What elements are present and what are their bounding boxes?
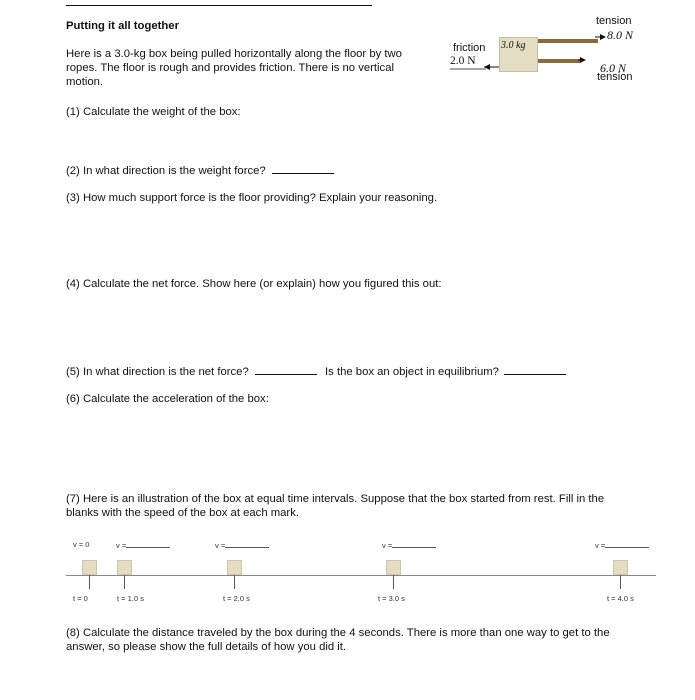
- question-8: (8) Calculate the distance traveled by the box during the 4 seconds. There is more than one way to get to the answer, so please show the full details of how you did it.: [66, 627, 610, 653]
- tension-top-label: tension: [596, 15, 632, 27]
- time-label-2: t = 2.0 s: [223, 594, 250, 603]
- tick-2: [234, 575, 235, 589]
- question-3: (3) How much support force is the floor providing? Explain your reasoning.: [66, 192, 438, 204]
- friction-label: friction: [453, 42, 486, 54]
- box-position-1: [117, 560, 132, 575]
- box-position-3: [386, 560, 401, 575]
- box-mass-label: 3.0 kg: [501, 40, 526, 51]
- timeline-illustration: [60, 535, 660, 610]
- header-name-line: [66, 0, 372, 6]
- tension-bottom-value: 6.0 N: [600, 61, 627, 75]
- question-5b-answer-blank[interactable]: [504, 364, 566, 375]
- time-label-1: t = 1.0 s: [117, 594, 144, 603]
- tick-3: [393, 575, 394, 589]
- rope-top: [536, 39, 598, 43]
- question-4: (4) Calculate the net force. Show here (or explain) how you figured this out:: [66, 278, 442, 290]
- question-5a-answer-blank[interactable]: [255, 364, 317, 375]
- box-position-4: [613, 560, 628, 575]
- question-2-row: [66, 163, 334, 178]
- intro-paragraph: Here is a 3.0-kg box being pulled horizontally along the floor by two ropes. The floor is rough and provides friction. There is no vertical motion.: [66, 48, 402, 88]
- tick-1: [124, 575, 125, 589]
- tick-0: [89, 575, 90, 589]
- question-7: (7) Here is an illustration of the box at equal time intervals. Suppose that the box started from rest. Fill in the blanks with the speed of the box at each mark.: [66, 493, 605, 519]
- tension-top-value: 8.0 N: [607, 28, 634, 42]
- question-6: (6) Calculate the acceleration of the box:: [66, 393, 269, 405]
- velocity-start: v = 0: [73, 540, 90, 549]
- friction-value: 2.0 N: [450, 55, 476, 67]
- tick-4: [620, 575, 621, 589]
- page-title: Putting it all together: [66, 20, 179, 32]
- question-1: (1) Calculate the weight of the box:: [66, 106, 241, 118]
- time-label-3: t = 3.0 s: [378, 594, 405, 603]
- velocity-blank-1[interactable]: [126, 540, 170, 548]
- floor-line: [66, 575, 656, 576]
- velocity-label-2: v =: [215, 540, 269, 550]
- time-label-0: t = 0: [73, 594, 88, 603]
- question-2: (2) In what direction is the weight force?: [66, 165, 266, 177]
- question-5b: Is the box an object in equilibrium?: [325, 366, 499, 378]
- tension-bottom-label: tension: [597, 71, 633, 83]
- time-label-4: t = 4.0 s: [607, 594, 634, 603]
- velocity-blank-2[interactable]: [225, 540, 269, 548]
- question-5a: (5) In what direction is the net force?: [66, 366, 249, 378]
- velocity-blank-4[interactable]: [605, 540, 649, 548]
- rope-bottom: [536, 59, 580, 63]
- tension-bottom-arrow-icon: [580, 57, 586, 63]
- box-position-2: [227, 560, 242, 575]
- force-diagram: [440, 12, 640, 87]
- question-5-row: [66, 364, 566, 379]
- velocity-blank-3[interactable]: [392, 540, 436, 548]
- question-2-answer-blank[interactable]: [272, 163, 334, 174]
- velocity-label-4: v =: [595, 540, 649, 550]
- tension-top-arrow-icon: [600, 34, 606, 40]
- box-position-0: [82, 560, 97, 575]
- velocity-label-1: v =: [116, 540, 170, 550]
- velocity-label-3: v =: [382, 540, 436, 550]
